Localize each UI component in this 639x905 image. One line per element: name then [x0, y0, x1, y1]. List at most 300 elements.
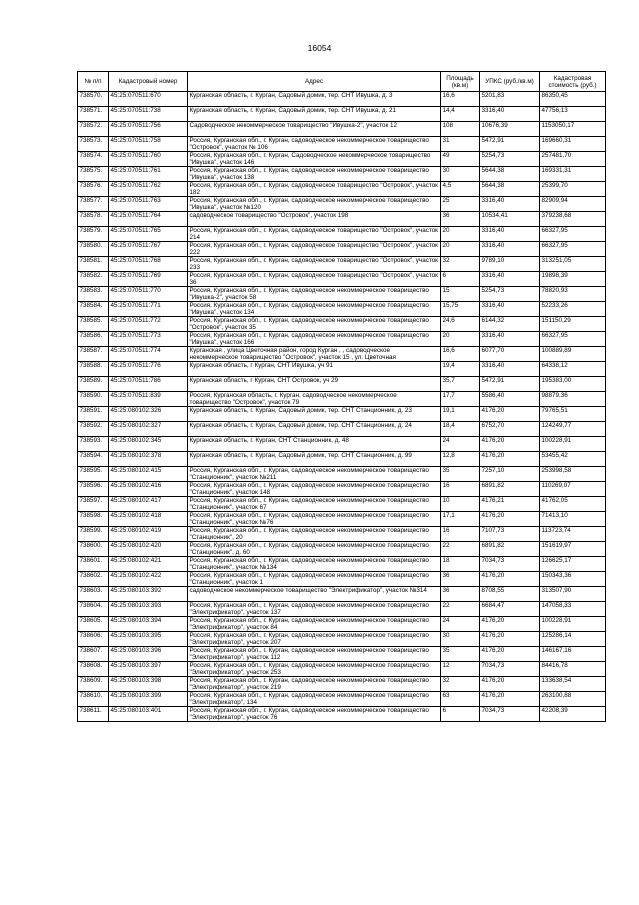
cadastral-cost: 125286,14 [540, 632, 606, 647]
row-number: 738601. [78, 557, 109, 572]
table-row [78, 692, 606, 707]
cadastral-cost: 84416,78 [540, 662, 606, 677]
cadastral-number: 45:25:080102:415 [109, 467, 188, 482]
area: 32 [441, 677, 480, 692]
address: Россия, Курганская обл., г. Курган, садоводческое некоммерческое товарищество "Ивушка", участок 134 [188, 302, 441, 317]
table-row [78, 227, 606, 242]
upks: 3316,40 [480, 302, 540, 317]
page-number: 16054 [307, 43, 332, 53]
cadastral-number: 45:25:080103:396 [109, 647, 188, 662]
cadastral-table [77, 71, 606, 722]
cadastral-cost: 42208,39 [540, 707, 606, 722]
row-number: 738594. [78, 452, 109, 467]
cadastral-cost: 110269,07 [540, 482, 606, 497]
upks: 6077,70 [480, 347, 540, 362]
area: 63 [441, 692, 480, 707]
cadastral-number: 45:25:080103:398 [109, 677, 188, 692]
cadastral-cost: 126625,17 [540, 557, 606, 572]
row-number: 738602. [78, 572, 109, 587]
address: Россия, Курганская обл., г. Курган, садоводческое некоммерческое товарищество "Островок", участок № 106 [188, 137, 441, 152]
cadastral-number: 45:25:080102:416 [109, 482, 188, 497]
cadastral-number: 45:25:080102:420 [109, 542, 188, 557]
upks: 10676,39 [480, 122, 540, 137]
cadastral-cost: 66327,95 [540, 332, 606, 347]
address: садоводческое некоммерческое товарищество "Электрификатор", участок №314 [188, 587, 441, 602]
area: 20 [441, 332, 480, 347]
cadastral-number: 45:25:070511:768 [109, 257, 188, 272]
address: Россия, Курганская обл., г. Курган, садоводческое некоммерческое товарищество "Ивушка", участок 138 [188, 167, 441, 182]
cadastral-number: 45:25:070511:773 [109, 332, 188, 347]
address: Россия, Курганская обл., г. Курган, садоводческое товарищество "Островок", участок 36 [188, 272, 441, 287]
table-row [78, 137, 606, 152]
table-row [78, 272, 606, 287]
area: 6 [441, 707, 480, 722]
row-number: 738574. [78, 152, 109, 167]
upks: 4176,20 [480, 437, 540, 452]
table-row [78, 587, 606, 602]
area: 36 [441, 572, 480, 587]
cadastral-number: 45:25:080103:395 [109, 632, 188, 647]
upks: 4176,20 [480, 452, 540, 467]
area: 35,7 [441, 377, 480, 392]
address: Россия, Курганская обл., г. Курган, садоводческое некоммерческое товарищество "Станционник", участок №134 [188, 557, 441, 572]
table-row [78, 347, 606, 362]
cadastral-cost: 313251,05 [540, 257, 606, 272]
cadastral-cost: 379238,68 [540, 212, 606, 227]
address: Россия, Курганская обл., г. Курган, садоводческое товарищество "Островок", участок 182 [188, 182, 441, 197]
upks: 6891,82 [480, 482, 540, 497]
table-row [78, 122, 606, 137]
address: садоводческое товарищество "Островок", участок 198 [188, 212, 441, 227]
cadastral-cost: 19898,39 [540, 272, 606, 287]
row-number: 738593. [78, 437, 109, 452]
table-row [78, 542, 606, 557]
table-row [78, 167, 606, 182]
cadastral-number: 45:25:080102:418 [109, 512, 188, 527]
cadastral-number: 45:25:070511:764 [109, 212, 188, 227]
cadastral-cost: 52233,26 [540, 302, 606, 317]
upks: 5586,40 [480, 392, 540, 407]
cadastral-number: 45:25:070511:738 [109, 107, 188, 122]
upks: 10534,41 [480, 212, 540, 227]
upks: 5254,73 [480, 287, 540, 302]
area: 20 [441, 242, 480, 257]
cadastral-cost: 169331,31 [540, 167, 606, 182]
table-row [78, 572, 606, 587]
table-row [78, 152, 606, 167]
upks: 6752,70 [480, 422, 540, 437]
address: Россия, Курганская обл., г. Курган, садоводческое некоммерческое товарищество "Электрификатор", участок 207 [188, 632, 441, 647]
table-row [78, 437, 606, 452]
area: 15,75 [441, 302, 480, 317]
row-number: 738572. [78, 122, 109, 137]
area: 31 [441, 137, 480, 152]
area: 18 [441, 557, 480, 572]
header-num: № п/п [78, 72, 109, 92]
address: Россия, Курганская обл., г. Курган, садоводческое некоммерческое товарищество "Ивушка-2", участок 58 [188, 287, 441, 302]
cadastral-cost: 64338,12 [540, 362, 606, 377]
area: 35 [441, 467, 480, 482]
area: 10 [441, 497, 480, 512]
address: Россия, Курганская обл., г. Курган, садоводческое товарищество "Островок", участок 233 [188, 257, 441, 272]
cadastral-number: 45:25:070511:765 [109, 227, 188, 242]
address: Курганская область, г. Курган, Садовый домик, тер. СНТ Станционник, д. 24 [188, 422, 441, 437]
upks: 3316,40 [480, 107, 540, 122]
row-number: 738604. [78, 602, 109, 617]
row-number: 738585. [78, 317, 109, 332]
row-number: 738571. [78, 107, 109, 122]
header-cost: Кадастровая стоимость (руб.) [540, 72, 606, 92]
table-row [78, 287, 606, 302]
table-row [78, 392, 606, 407]
cadastral-number: 45:25:070511:758 [109, 137, 188, 152]
row-number: 738610. [78, 692, 109, 707]
table-row [78, 362, 606, 377]
address: Курганская область, г Курган, СНТ Ивушка, уч 91 [188, 362, 441, 377]
upks: 4176,20 [480, 572, 540, 587]
header-address: Адрес [188, 72, 441, 92]
cadastral-cost: 79765,51 [540, 407, 606, 422]
cadastral-cost: 78820,93 [540, 287, 606, 302]
cadastral-number: 45:25:070511:769 [109, 272, 188, 287]
upks: 3316,40 [480, 332, 540, 347]
area: 17,7 [441, 392, 480, 407]
row-number: 738590. [78, 392, 109, 407]
cadastral-number: 45:25:070511:774 [109, 347, 188, 362]
row-number: 738581. [78, 257, 109, 272]
row-number: 738599. [78, 527, 109, 542]
row-number: 738576. [78, 182, 109, 197]
row-number: 738591. [78, 407, 109, 422]
cadastral-cost: 253998,58 [540, 467, 606, 482]
table-row [78, 242, 606, 257]
upks: 5644,38 [480, 167, 540, 182]
table-row [78, 257, 606, 272]
table-row [78, 422, 606, 437]
table-row [78, 212, 606, 227]
cadastral-cost: 1153050,17 [540, 122, 606, 137]
upks: 3316,40 [480, 197, 540, 212]
upks: 7107,73 [480, 527, 540, 542]
row-number: 738603. [78, 587, 109, 602]
cadastral-cost: 124249,77 [540, 422, 606, 437]
table-row [78, 482, 606, 497]
area: 16,6 [441, 347, 480, 362]
row-number: 738607. [78, 647, 109, 662]
row-number: 738598. [78, 512, 109, 527]
address: Россия, Курганская обл., г. Курган, садоводческое некоммерческое товарищество "Станционник", 20 [188, 527, 441, 542]
cadastral-cost: 82909,94 [540, 197, 606, 212]
upks: 7034,73 [480, 557, 540, 572]
upks: 6891,82 [480, 542, 540, 557]
upks: 7257,10 [480, 467, 540, 482]
area: 108 [441, 122, 480, 137]
address: Россия, Курганская обл., г. Курган, садоводческое некоммерческое товарищество "Электрификатор", участок 219 [188, 677, 441, 692]
table-row [78, 182, 606, 197]
address: Россия, Курганская обл., г. Курган, Садоводческое некоммерческое товарищество "Ивушка", участок 146 [188, 152, 441, 167]
area: 24 [441, 437, 480, 452]
address: Курганская область, г. Курган, Садовый домик, тер. СНТ Станционник, д. 99 [188, 452, 441, 467]
address: Курганская область, г Курган, СНТ Островок, уч 29 [188, 377, 441, 392]
address: Россия, Курганская обл., г. Курган, садоводческое некоммерческое товарищество "Электрификатор", участок 112 [188, 647, 441, 662]
cadastral-number: 45:25:080103:392 [109, 587, 188, 602]
cadastral-number: 45:25:070511:763 [109, 197, 188, 212]
area: 6 [441, 272, 480, 287]
cadastral-number: 45:25:070511:760 [109, 152, 188, 167]
area: 16,6 [441, 92, 480, 107]
cadastral-number: 45:25:080103:399 [109, 692, 188, 707]
cadastral-cost: 100228,91 [540, 437, 606, 452]
area: 14,4 [441, 107, 480, 122]
upks: 5644,38 [480, 182, 540, 197]
row-number: 738573. [78, 137, 109, 152]
table-row [78, 497, 606, 512]
row-number: 738570. [78, 92, 109, 107]
address: Садоводческое некоммерческое товарищество "Ивушка-2", участок 12 [188, 122, 441, 137]
row-number: 738578. [78, 212, 109, 227]
cadastral-number: 45:25:070511:776 [109, 362, 188, 377]
upks: 3316,40 [480, 227, 540, 242]
upks: 6144,32 [480, 317, 540, 332]
cadastral-cost: 47756,13 [540, 107, 606, 122]
address: Курганская , улица Цветочная район, город Курган , , садоводческое некоммерческое товарищество "Островок", участок 15 , ул. Цветочная [188, 347, 441, 362]
area: 22 [441, 602, 480, 617]
cadastral-number: 45:25:070511:756 [109, 122, 188, 137]
cadastral-cost: 263100,88 [540, 692, 606, 707]
upks: 5254,73 [480, 152, 540, 167]
table-row [78, 452, 606, 467]
row-number: 738608. [78, 662, 109, 677]
area: 12 [441, 662, 480, 677]
table-row [78, 602, 606, 617]
row-number: 738605. [78, 617, 109, 632]
table-row [78, 512, 606, 527]
cadastral-cost: 169660,31 [540, 137, 606, 152]
area: 36 [441, 587, 480, 602]
cadastral-cost: 86350,45 [540, 92, 606, 107]
address: Россия, Курганская обл., г. Курган, садоводческое товарищество "Островок", участок 222 [188, 242, 441, 257]
cadastral-cost: 113723,74 [540, 527, 606, 542]
area: 24 [441, 617, 480, 632]
area: 15 [441, 287, 480, 302]
row-number: 738584. [78, 302, 109, 317]
table-row [78, 467, 606, 482]
area: 35 [441, 647, 480, 662]
cadastral-number: 45:25:070511:767 [109, 242, 188, 257]
row-number: 738597. [78, 497, 109, 512]
row-number: 738577. [78, 197, 109, 212]
cadastral-cost: 53455,42 [540, 452, 606, 467]
cadastral-cost: 66327,95 [540, 242, 606, 257]
cadastral-cost: 147058,33 [540, 602, 606, 617]
upks: 4176,20 [480, 512, 540, 527]
upks: 4176,20 [480, 617, 540, 632]
address: Россия, Курганская область, г. Курган, садоводческое некоммерческое товарищество "Островок", участок 79 [188, 392, 441, 407]
row-number: 738611. [78, 707, 109, 722]
upks: 4176,20 [480, 407, 540, 422]
table-row [78, 662, 606, 677]
table-row [78, 632, 606, 647]
upks: 5201,83 [480, 92, 540, 107]
row-number: 738579. [78, 227, 109, 242]
cadastral-cost: 71413,10 [540, 512, 606, 527]
header-area: Площадь (кв.м) [441, 72, 480, 92]
area: 24,6 [441, 317, 480, 332]
area: 16 [441, 482, 480, 497]
table-body [78, 92, 606, 722]
cadastral-number: 45:25:080103:394 [109, 617, 188, 632]
address: Россия, Курганская обл., г. Курган, садоводческое некоммерческое товарищество "Электрификатор", участок 84 [188, 617, 441, 632]
address: Россия, Курганская обл., г. Курган, садоводческое некоммерческое товарищество "Ивушка", участок 166 [188, 332, 441, 347]
cadastral-number: 45:25:070511:839 [109, 392, 188, 407]
upks: 6684,47 [480, 602, 540, 617]
upks: 3316,40 [480, 272, 540, 287]
upks: 8708,55 [480, 587, 540, 602]
row-number: 738592. [78, 422, 109, 437]
cadastral-number: 45:25:080102:422 [109, 572, 188, 587]
cadastral-cost: 25399,70 [540, 182, 606, 197]
row-number: 738583. [78, 287, 109, 302]
area: 4,5 [441, 182, 480, 197]
cadastral-cost: 41762,05 [540, 497, 606, 512]
area: 36 [441, 212, 480, 227]
table-row [78, 407, 606, 422]
cadastral-cost: 313507,90 [540, 587, 606, 602]
area: 30 [441, 167, 480, 182]
table-header-row [78, 72, 606, 92]
table-row [78, 197, 606, 212]
address: Россия, Курганская обл., г. Курган, садоводческое некоммерческое товарищество "Станционник", д. 60 [188, 542, 441, 557]
cadastral-number: 45:25:080102:421 [109, 557, 188, 572]
row-number: 738580. [78, 242, 109, 257]
cadastral-number: 45:25:080102:378 [109, 452, 188, 467]
cadastral-number: 45:25:070511:670 [109, 92, 188, 107]
upks: 7034,73 [480, 662, 540, 677]
cadastral-cost: 257481,70 [540, 152, 606, 167]
upks: 9789,10 [480, 257, 540, 272]
upks: 4176,20 [480, 677, 540, 692]
table-row [78, 557, 606, 572]
address: Россия, Курганская обл., г. Курган, садоводческое некоммерческое товарищество "Электрификатор", участок 253 [188, 662, 441, 677]
area: 19,4 [441, 362, 480, 377]
cadastral-cost: 146167,16 [540, 647, 606, 662]
row-number: 738606. [78, 632, 109, 647]
address: Россия, Курганская обл., г. Курган, садоводческое некоммерческое товарищество "Электрификатор", участок 137 [188, 602, 441, 617]
address: Курганская область, г. Курган, СНТ Станционник, д. 48 [188, 437, 441, 452]
area: 19,1 [441, 407, 480, 422]
cadastral-number: 45:25:080102:419 [109, 527, 188, 542]
cadastral-number: 45:25:070511:770 [109, 287, 188, 302]
area: 20 [441, 227, 480, 242]
area: 12,8 [441, 452, 480, 467]
upks: 4176,20 [480, 632, 540, 647]
cadastral-cost: 66327,95 [540, 227, 606, 242]
table-row [78, 377, 606, 392]
area: 49 [441, 152, 480, 167]
table-row [78, 302, 606, 317]
table-row [78, 527, 606, 542]
table-row [78, 107, 606, 122]
row-number: 738600. [78, 542, 109, 557]
address: Курганская область, г. Курган, Садовый домик, тер. СНТ Ивушка, д. 3 [188, 92, 441, 107]
cadastral-number: 45:25:080103:401 [109, 707, 188, 722]
upks: 7034,73 [480, 707, 540, 722]
row-number: 738575. [78, 167, 109, 182]
cadastral-number: 45:25:080103:393 [109, 602, 188, 617]
cadastral-cost: 100228,91 [540, 617, 606, 632]
address: Курганская область, г. Курган, Садовый домик, тер. СНТ Ивушка, д. 21 [188, 107, 441, 122]
row-number: 738587. [78, 347, 109, 362]
cadastral-number: 45:25:080102:326 [109, 407, 188, 422]
cadastral-cost: 150343,36 [540, 572, 606, 587]
address: Россия, Курганская обл., г. Курган, садоводческое некоммерческое товарищество "Станционник", участок №76 [188, 512, 441, 527]
upks: 3316,40 [480, 242, 540, 257]
upks: 3316,40 [480, 362, 540, 377]
address: Россия, Курганская обл., г. Курган, садоводческое некоммерческое товарищество "Станционник", участок 1 [188, 572, 441, 587]
address: Курганская область, г. Курган, Садовый домик, тер. СНТ Станционник, д. 23 [188, 407, 441, 422]
cadastral-number: 45:25:080102:345 [109, 437, 188, 452]
area: 16 [441, 527, 480, 542]
cadastral-cost: 100889,89 [540, 347, 606, 362]
address: Россия, Курганская обл., г. Курган, садоводческое некоммерческое товарищество "Островок", участок 35 [188, 317, 441, 332]
cadastral-cost: 151150,29 [540, 317, 606, 332]
table-row [78, 92, 606, 107]
table-row [78, 707, 606, 722]
row-number: 738582. [78, 272, 109, 287]
address: Россия, Курганская обл., г. Курган, садоводческое некоммерческое товарищество "Ивушка", участок №120 [188, 197, 441, 212]
cadastral-cost: 133638,54 [540, 677, 606, 692]
area: 17,1 [441, 512, 480, 527]
table-row [78, 332, 606, 347]
upks: 5472,91 [480, 137, 540, 152]
area: 25 [441, 197, 480, 212]
address: Россия, Курганская обл., г. Курган, садоводческое некоммерческое товарищество "Станционник", участок 67 [188, 497, 441, 512]
table-row [78, 647, 606, 662]
cadastral-number: 45:25:080102:327 [109, 422, 188, 437]
table-row [78, 617, 606, 632]
row-number: 738596. [78, 482, 109, 497]
row-number: 738595. [78, 467, 109, 482]
cadastral-number: 45:25:070511:771 [109, 302, 188, 317]
row-number: 738586. [78, 332, 109, 347]
cadastral-number: 45:25:080102:417 [109, 497, 188, 512]
area: 30 [441, 632, 480, 647]
header-upks: УПКС (руб./кв.м) [480, 72, 540, 92]
header-cadastral: Кадастровый номер [109, 72, 188, 92]
row-number: 738588. [78, 362, 109, 377]
address: Россия, Курганская обл., г. Курган, садоводческое некоммерческое товарищество "Станционник", участок 148 [188, 482, 441, 497]
row-number: 738609. [78, 677, 109, 692]
area: 18,4 [441, 422, 480, 437]
cadastral-cost: 195383,00 [540, 377, 606, 392]
area: 32 [441, 257, 480, 272]
table-row [78, 677, 606, 692]
address: Россия, Курганская обл., г. Курган, садоводческое некоммерческое товарищество "Электрификатор", 134 [188, 692, 441, 707]
cadastral-cost: 151619,97 [540, 542, 606, 557]
upks: 4176,20 [480, 647, 540, 662]
row-number: 738589. [78, 377, 109, 392]
upks: 4176,20 [480, 692, 540, 707]
cadastral-cost: 98879,36 [540, 392, 606, 407]
cadastral-number: 45:25:070511:772 [109, 317, 188, 332]
cadastral-number: 45:25:070511:786 [109, 377, 188, 392]
address: Россия, Курганская обл., г. Курган, садоводческое некоммерческое товарищество "Станционник", участок №211 [188, 467, 441, 482]
cadastral-number: 45:25:070511:761 [109, 167, 188, 182]
area: 22 [441, 542, 480, 557]
cadastral-number: 45:25:070511:762 [109, 182, 188, 197]
address: Россия, Курганская обл., г. Курган, садоводческое некоммерческое товарищество "Электрификатор", участок 76 [188, 707, 441, 722]
table-row [78, 317, 606, 332]
